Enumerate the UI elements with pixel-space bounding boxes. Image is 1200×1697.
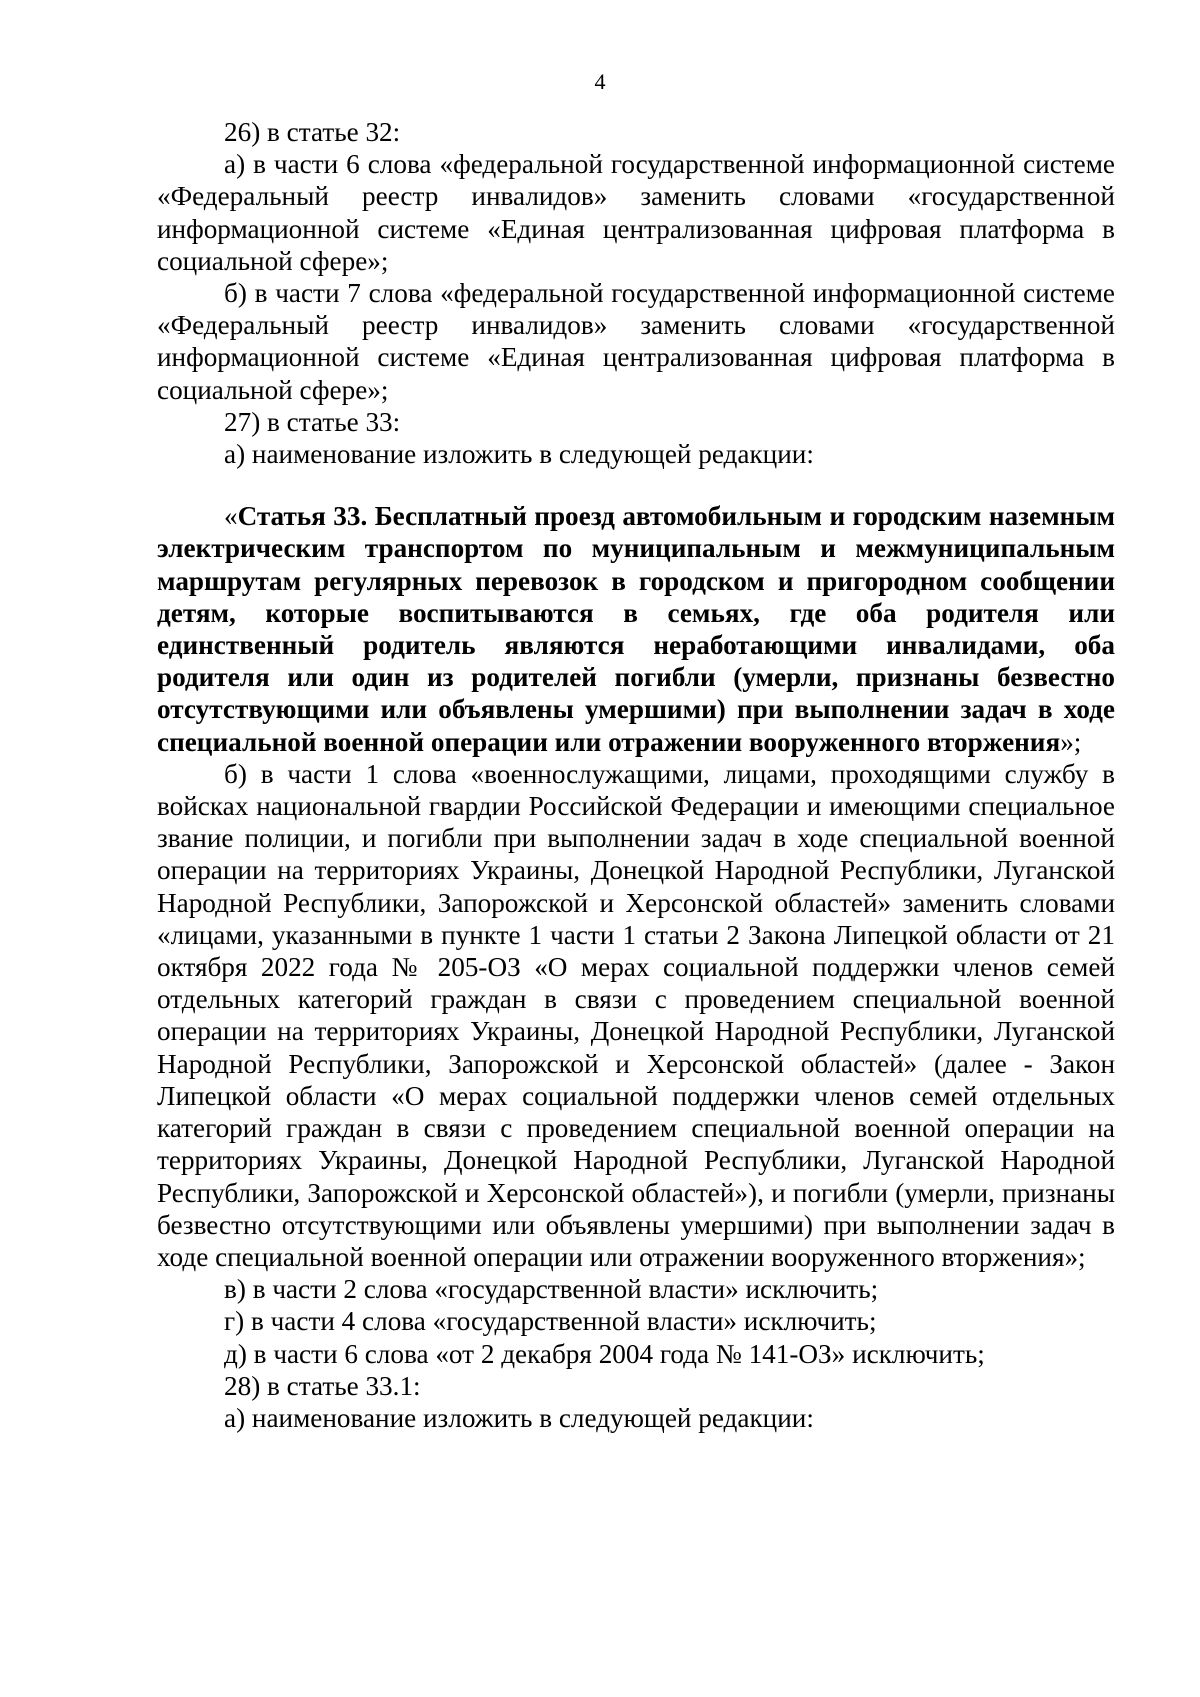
paragraph-article33-title-intro: а) наименование изложить в следующей редакции: — [224, 439, 814, 470]
paragraph-article33-part1: б) в части 1 слова «военнослужащими, лицами, проходящими службу в войсках национальной гвардии Российской Федерации и имеющими специальное звание полиции, и погибли при выполнении задач в ходе специальной военной операции на территориях Украины, Донецкой Народной Республики, Луганской Народной Республики, Запорожской и Херсонской областей» заменить словами «лицами, указанными в пункте 1 части 1 статьи 2 Закона Липецкой области от 21 октября 2022 года № 205-ОЗ «О мерах социальной поддержки членов семей отдельных категорий граждан в связи с проведением специальной военной операции на территориях Украины, Донецкой Народной Республики, Луганской Народной Республики, Запорожской и Херсонской областей» (далее - Закон Липецкой области «О мерах социальной поддержки членов семей отдельных категорий граждан в связи с проведением специальной военной операции на территориях Украины, Донецкой Народной Республики, Луганской Народной Республики, Запорожской и Херсонской областей»), и погибли (умерли, признаны безвестно отсутствующими или объявлены умершими) при выполнении задач в ходе специальной военной операции или отражении вооруженного вторжения»; — [157, 758, 1115, 1272]
page-number: 4 — [594, 69, 606, 94]
article-33-new-title — [157, 500, 1115, 758]
heading-close-quote: »; — [1060, 726, 1082, 757]
paragraph-article32-part6: а) в части 6 слова «федеральной государственной информационной системе «Федеральный реестр инвалидов» заменить словами «государственной информационной системе «Единая централизованная цифровая платформа в социальной сфере»; — [157, 149, 1115, 276]
paragraph-item-27: 27) в статье 33: — [224, 406, 401, 437]
paragraph-article33-part4: г) в части 4 слова «государственной власти» исключить; — [224, 1306, 877, 1337]
paragraph-article33-1-title-intro: а) наименование изложить в следующей редакции: — [224, 1402, 814, 1433]
paragraph-item-28: 28) в статье 33.1: — [224, 1370, 421, 1401]
paragraph-article32-part7: б) в части 7 слова «федеральной государственной информационной системе «Федеральный реестр инвалидов» заменить словами «государственной информационной системе «Единая централизованная цифровая платформа в социальной сфере»; — [157, 278, 1115, 405]
paragraph-article33-part2: в) в части 2 слова «государственной власти» исключить; — [224, 1274, 879, 1305]
paragraph-item-26: 26) в статье 32: — [224, 117, 401, 147]
document-body — [157, 116, 1115, 1434]
heading-open-quote: « — [224, 501, 238, 532]
heading-bold-text: Статья 33. Бесплатный проезд автомобильным и городским наземным электрическим транспортом по муниципальным и межмуниципальным маршрутам регулярных перевозок в городском и пригородном сообщении детям, которые воспитываются в семьях, где оба родителя или единственный родитель являются неработающими инвалидами, оба родителя или один из родителей погибли (умерли, признаны безвестно отсутствующими или объявлены умершими) при выполнении задач в ходе специальной военной операции или отражении вооруженного вторжения — [157, 501, 1115, 757]
paragraph-article33-part6: д) в части 6 слова «от 2 декабря 2004 года № 141-ОЗ» исключить; — [224, 1338, 985, 1369]
